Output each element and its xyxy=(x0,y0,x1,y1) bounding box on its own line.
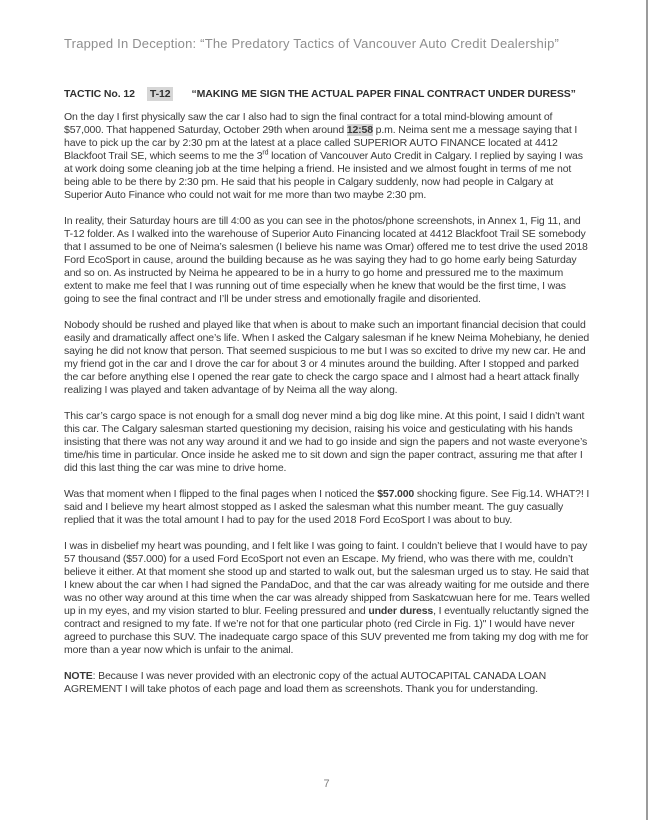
text-run: This car’s cargo space is not enough for a small dog never mind a big dog like mine. At this point, I said I didn’t want this car. The Calgary salesman started questioning my decision, raising his voice and gesticulating with his hands insisting that there was not any way around it and we had to go inside and sign the papers and not waste everyone’s time/his time in particular. Once inside he asked me to sit down and sign the paper contract, assuring me that after I did this last thing the car was mine to drive home. xyxy=(64,410,588,474)
document-header-title: Trapped In Deception: “The Predatory Tactics of Vancouver Auto Credit Dealership” xyxy=(64,36,560,51)
text-run: location of Vancouver Auto Credit in Calgary. I replied by saying I was at work doing some cleaning job at the time helping a friend. He insisted and we almost fought in terms of me not being able to be there by 2:30 pm. He said that his people in Calgary suddenly, now had people in Calgary at Superior Auto Finance who could not wait for me more than two maybe 2:30 pm. xyxy=(64,150,583,201)
paragraph xyxy=(64,670,592,696)
text-run: shocking figure. See Fig.14. WHAT?! I said and I believe my heart almost stopped as I asked the salesman what this number meant. The guy casually replied that it was the total amount I had to pay for the used 2018 Ford EcoSport I was about to buy. xyxy=(64,488,590,526)
bold-run: under duress xyxy=(368,605,434,617)
text-run: : Because I was never provided with an electronic copy of the actual AUTOCAPITAL CANADA LOAN AGREMENT I will take photos of each page and load them as screenshots. Thank you for understanding. xyxy=(64,670,547,695)
tactic-heading xyxy=(64,88,592,100)
text-run: On the day I first physically saw the car I also had to sign the final contract for a total mind-blowing amount of $57,000. That happened Saturday, October 29th when around xyxy=(64,111,553,136)
page-number: 7 xyxy=(323,778,330,790)
page-border-right xyxy=(646,0,648,820)
text-run: , I eventually reluctantly signed the contract and resigned to my fate. If we’re not for that one particular photo (red Circle in Fig. 1)" I would have never agreed to purchase this SUV. The inadequate cargo space of this SUV prevented me from taking my dog with me for more than a year now which is unfair to the animal. xyxy=(64,605,589,656)
document-page xyxy=(64,36,592,709)
tactic-heading-quote: “MAKING ME SIGN THE ACTUAL PAPER FINAL CONTRACT UNDER DURESS” xyxy=(191,88,576,100)
text-run: p.m. Neima sent me a message saying that I have to pick up the car by 2:30 pm at the latest at a place called SUPERIOR AUTO FINANCE located at 4412 Blackfoot Trail SE, which seems to me the 3 xyxy=(64,124,578,162)
superscript-run: rd xyxy=(262,149,269,157)
bold-run: NOTE xyxy=(64,670,93,682)
paragraph xyxy=(64,488,592,527)
paragraph xyxy=(64,540,592,657)
tactic-tag-highlighted: T-12 xyxy=(147,87,174,101)
bold-run: 12:58 xyxy=(346,124,373,136)
text-run: Nobody should be rushed and played like that when is about to make such an important financial decision that could easily and dramatically affect one’s life. When I asked the Calgary salesman if he knew Neima Mohebiany, he denied saying he did not know that person. That seemed suspicious to me but I was so excited to drive my new car. He and my friend got in the car and I drove the car for about 3 or 4 minutes around the building. After I stopped and parked the car before anything else I opened the rear gate to check the cargo space and I almost had a heart attack finally realizing I was played and taken advantage of by Neima all the way along. xyxy=(64,319,590,396)
paragraph xyxy=(64,215,592,306)
paragraph xyxy=(64,410,592,475)
text-run: In reality, their Saturday hours are till 4:00 as you can see in the photos/phone screenshots, in Annex 1, Fig 11, and T-12 folder. As I walked into the warehouse of Superior Auto Financing located at 4412 Blackfoot Trail SE somebody that I assumed to be one of Neima’s salesmen (I believe his name was Omar) offered me to test drive the used 2018 Ford EcoSport in cause, around the building because as he was saying they had to go home early being Saturday and so on. As instructed by Neima he appeared to be in a hurry to go home and pressured me to the maximum extent to make me feel that I was running out of time especially when he knew that would be the first time, I was going to see the final contract and I’ll be under stress and emotionally fragile and disoriented. xyxy=(64,215,588,305)
tactic-number-label: TACTIC No. 12 xyxy=(64,88,135,100)
paragraph xyxy=(64,111,592,202)
text-run: Was that moment when I flipped to the final pages when I noticed the xyxy=(64,488,378,500)
paragraph xyxy=(64,319,592,397)
text-run: I was in disbelief my heart was pounding, and I felt like I was going to faint. I couldn’t believe that I would have to pay 57 thousand ($57.000) for a used Ford EcoSport not even an Escape. My friend, who was there with me, couldn’t believe it either. At that moment she stood up and started to walk out, but the salesman urged us to stay. He said that I knew about the car when I had signed the PandaDoc, and that the car was already waiting for me outside and there was no other way around at this time when the car was already shipped from Saskatcwuan here for me. Tears welled up in my eyes, and my vision started to blur. Feeling pressured and xyxy=(64,540,590,617)
bold-run: $57.000 xyxy=(377,488,415,500)
body-paragraphs xyxy=(64,111,592,696)
